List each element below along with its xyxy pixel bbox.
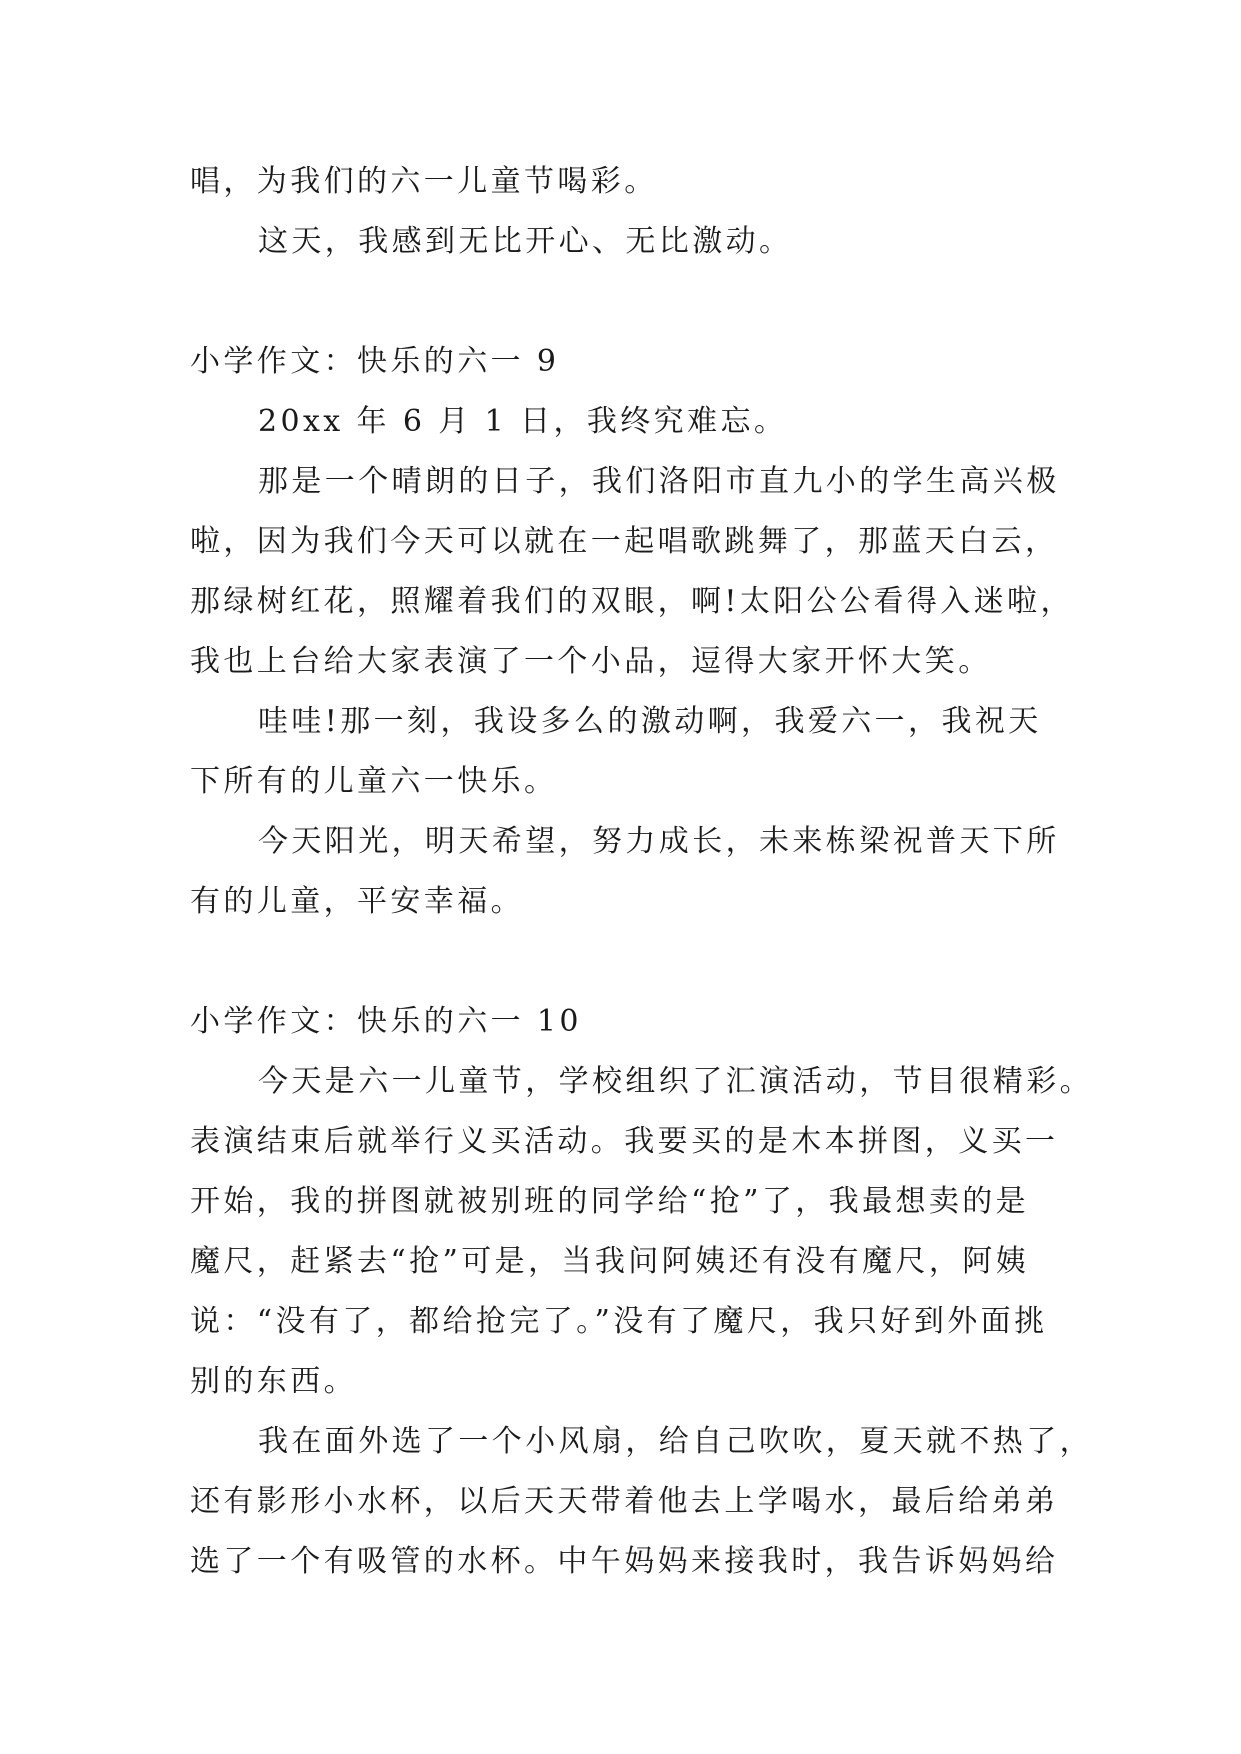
paragraph-line: 选了一个有吸管的水杯。中午妈妈来接我时，我告诉妈妈给 bbox=[190, 1544, 1059, 1579]
paragraph-line: 魔尺，赶紧去“抢”可是，当我问阿姨还有没有魔尺，阿姨 bbox=[190, 1244, 1030, 1279]
paragraph-line: 哇哇!那一刻，我设多么的激动啊，我爱六一，我祝天 bbox=[258, 704, 1042, 739]
paragraph-line: 我也上台给大家表演了一个小品，逗得大家开怀大笑。 bbox=[190, 644, 992, 679]
paragraph-line: 今天阳光，明天希望，努力成长，未来栋梁祝普天下所 bbox=[258, 824, 1060, 859]
paragraph-line: 别的东西。 bbox=[190, 1364, 357, 1399]
paragraph-line: 下所有的儿童六一快乐。 bbox=[190, 764, 558, 799]
paragraph-line: 还有影形小水杯，以后天天带着他去上学喝水，最后给弟弟 bbox=[190, 1484, 1059, 1519]
section-gap bbox=[190, 272, 1060, 332]
paragraph-line: 那是一个晴朗的日子，我们洛阳市直九小的学生高兴极 bbox=[258, 464, 1060, 499]
paragraph-line: 啦，因为我们今天可以就在一起唱歌跳舞了，那蓝天白云， bbox=[190, 524, 1059, 559]
paragraph-line: 表演结束后就举行义买活动。我要买的是木本拼图，义买一 bbox=[190, 1124, 1059, 1159]
paragraph-line: 今天是六一儿童节，学校组织了汇演活动，节目很精彩。 bbox=[258, 1064, 1093, 1099]
paragraph-line: 那绿树红花，照耀着我们的双眼，啊!太阳公公看得入迷啦， bbox=[190, 584, 1074, 619]
paragraph-line: 说：“没有了，都给抢完了。”没有了魔尺，我只好到外面挑 bbox=[190, 1304, 1048, 1339]
paragraph-line: 这天，我感到无比开心、无比激动。 bbox=[258, 224, 793, 259]
paragraph-line: 唱，为我们的六一儿童节喝彩。 bbox=[190, 164, 658, 199]
paragraph-line: 我在面外选了一个小风扇，给自己吹吹，夏天就不热了， bbox=[258, 1424, 1093, 1459]
essay-title-9: 小学作文：快乐的六一 9 bbox=[190, 344, 560, 379]
essay-title-10: 小学作文：快乐的六一 10 bbox=[190, 1004, 582, 1039]
section-gap bbox=[190, 932, 1060, 992]
paragraph-line: 开始，我的拼图就被别班的同学给“抢”了，我最想卖的是 bbox=[190, 1184, 1030, 1219]
paragraph-line: 有的儿童，平安幸福。 bbox=[190, 884, 524, 919]
paragraph-line: 20xx 年 6 月 1 日，我终究难忘。 bbox=[258, 404, 788, 439]
document-body bbox=[190, 152, 1093, 1592]
